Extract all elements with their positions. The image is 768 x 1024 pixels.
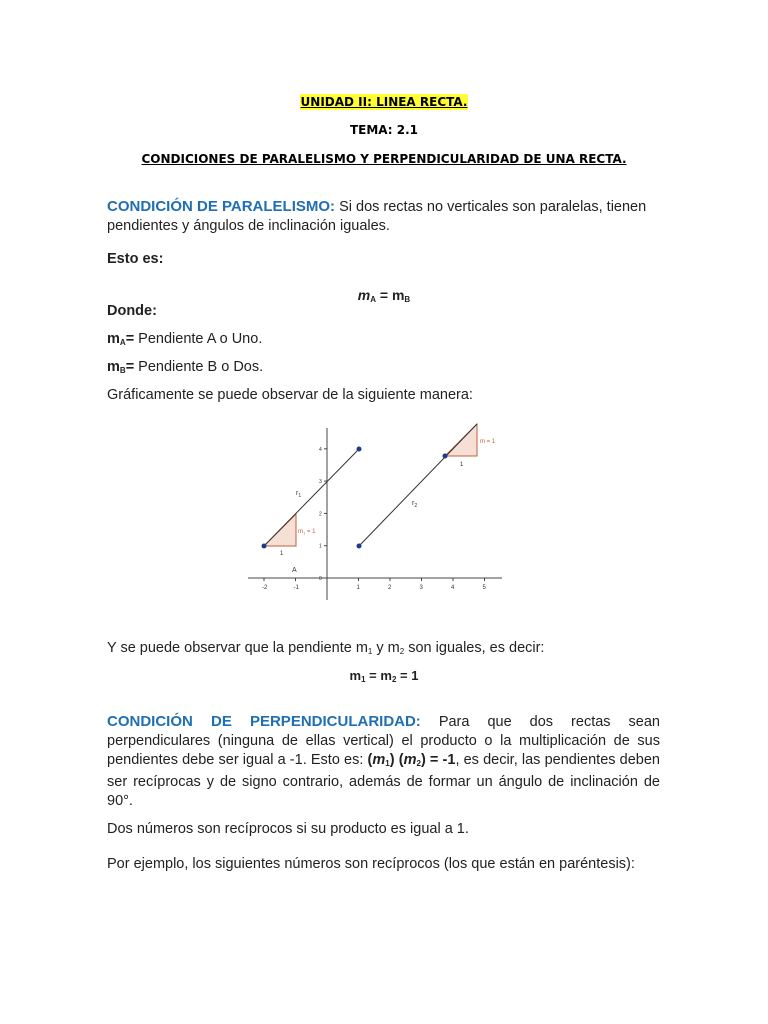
unit-title: UNIDAD II: LINEA RECTA. [300, 95, 468, 109]
line-r2 [359, 424, 477, 546]
triangle-2-slope-label: m = 1 [480, 439, 496, 445]
x-tick-label: 4 [451, 585, 455, 591]
parallel-formula: $m_A = m_B$ [357, 287, 411, 304]
y-tick-label: 1 [319, 543, 322, 550]
point-r1-end [357, 447, 362, 452]
parallel-paragraph [107, 197, 660, 236]
parallel-lines-graph [240, 410, 520, 610]
y-tick-label: 0 [319, 576, 322, 582]
x-tick-label: -1 [293, 585, 299, 591]
parallel-heading: CONDICIÓN DE PARALELISMO: [107, 198, 336, 215]
line-r2-label: $r_2$ [412, 500, 418, 509]
reciprocal-example-intro: Por ejemplo, los siguientes números son recíprocos (los que están en paréntesis): [107, 856, 635, 872]
topic-title: TEMA: 2.1 [349, 123, 419, 137]
slopes-equal-formula: $m_1 = m_2 = 1$ [349, 668, 419, 684]
x-tick-label: 1 [356, 585, 360, 591]
perpendicular-paragraph: CONDICIÓN DE PERPENDICULARIDAD: Para que dos rectas sean perpendiculares (ninguna de ellas vertical) el producto o la multiplicación de sus pendientes debe ser igual a -1. Esto es: $(m_1) (m_2) = -1$, es decir, las pendientes deben ser recíprocas y de signo contrario, además de formar un ángulo de inclinación de 90°. [107, 713, 661, 809]
triangle-1-run-label: 1 [280, 551, 284, 557]
triangle-1-slope-label: $m_1 = 1$ [298, 529, 316, 536]
point-a-label: A [292, 567, 297, 574]
observation-text: Y se puede observar que la pendiente $m_1$ y $m_2$ son iguales, es decir: [107, 640, 545, 656]
x-tick-label: 2 [388, 585, 392, 591]
triangle-2-run-label: 1 [460, 462, 464, 468]
y-tick-label: 4 [319, 446, 322, 453]
y-tick-label: 2 [319, 511, 322, 518]
donde-label: Donde: [107, 303, 157, 319]
perpendicular-heading: CONDICIÓN DE PERPENDICULARIDAD: [107, 713, 421, 730]
graph-intro: Gráficamente se puede observar de la siguiente manera: [107, 387, 473, 403]
x-tick-label: -2 [262, 585, 268, 591]
esto-es-label: Esto es: [107, 251, 164, 267]
point-r2-start [357, 544, 362, 549]
page-subtitle: CONDICIONES DE PARALELISMO Y PERPENDICULARIDAD DE UNA RECTA. [141, 152, 627, 166]
point-r1-start [262, 544, 267, 549]
parallel-text: Si dos rectas no verticales son paralelas, tienen pendientes y ángulos de inclinación iguales. [107, 199, 647, 234]
x-tick-label: 3 [419, 585, 423, 591]
definition-a: $m_A=$ Pendiente A o Uno. [107, 331, 263, 347]
point-r2-mid [443, 454, 448, 459]
x-tick-label: 5 [482, 585, 486, 591]
reciprocal-definition: Dos números son recíprocos si su producto es igual a 1. [107, 821, 469, 837]
definition-b: $m_B=$ Pendiente B o Dos. [107, 359, 264, 375]
y-tick-label: 3 [319, 479, 322, 486]
line-r1-label: $r_1$ [296, 490, 302, 499]
